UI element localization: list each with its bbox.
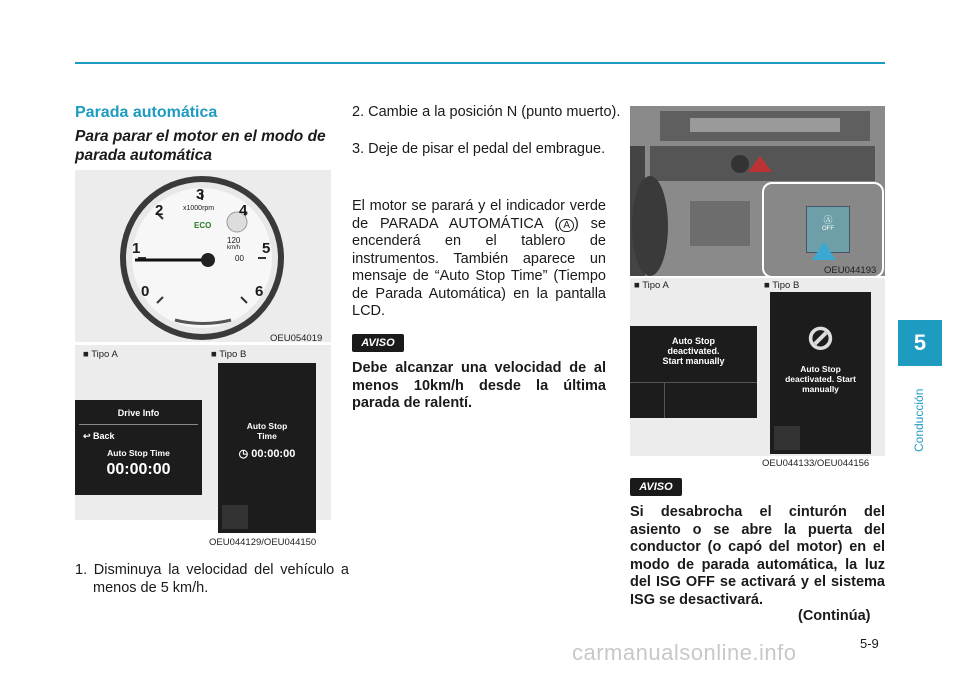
deact-b-l3: manually [802, 384, 839, 394]
lcd-a-divider [79, 424, 198, 425]
gauge-num-1: 1 [132, 240, 141, 257]
lcd-a-divider-h [630, 382, 757, 383]
step-1: 1. Disminuya la velocidad del vehículo a menos de 5 km/h. [75, 562, 349, 596]
watermark: carmanualsonline.info [572, 640, 797, 665]
gauge-speed: 120 [227, 236, 241, 245]
auto-stop-paragraph: El motor se parará y el indicador verde de PARADA AUTOMÁTICA ( A ) se encenderá en el tablero de instrumentos. También aparece un mensaje de “Auto Stop Time” (Tiempo de Parada Automática) en la pantalla LCD. [352, 198, 606, 319]
pointer-arrow-icon [812, 242, 836, 260]
tipo-a-label: ■ Tipo A [83, 349, 118, 360]
gauge-unit: x1000rpm [183, 205, 215, 212]
eco-label: ECO [194, 221, 212, 230]
warning-seatbelt: Si desabrocha el cinturón del asiento o se abre la puerta del conductor (o capó del motor) en el modo de parada automática, la luz del ISG OFF se activará y el sistema ISG se desactivará. [630, 504, 885, 608]
back-icon: ↩ [83, 431, 94, 441]
lcd-a-back: ↩ Back [83, 431, 115, 441]
section-title: Parada automática [75, 104, 218, 121]
gauge-speed-unit: km/h [227, 245, 241, 251]
lcd-a-title: Drive Info [117, 408, 160, 418]
console-photo [630, 106, 885, 276]
deactivated-lcd-b [770, 292, 871, 454]
gauge-num-5: 5 [262, 240, 271, 257]
fig2-code: OEU044129/OEU044150 [209, 537, 317, 548]
gauge-num-3: 3 [196, 186, 205, 203]
tipo-b-label: ■ Tipo B [211, 349, 247, 360]
fig-code-bottom: OEU044133/OEU044156 [762, 458, 870, 469]
fig-code-top: OEU044193 [824, 265, 877, 276]
isg-off-label: OFF [822, 226, 834, 232]
isg-off-callout [762, 182, 884, 276]
right-tipo-b-label: ■ Tipo B [764, 280, 800, 291]
gauge-num-6: 6 [255, 283, 264, 300]
deactivated-lcd-figure [630, 278, 885, 456]
lcd-type-a [75, 400, 202, 495]
chapter-title: Conducción [912, 388, 926, 452]
auto-stop-indicator-icon: A [559, 219, 574, 232]
lcd-b-square [222, 505, 248, 529]
warning-speed: Debe alcanzar una velocidad de al menos 10km/h desde la última parada de ralentí. [352, 360, 606, 411]
gauge-num-0: 0 [141, 283, 150, 300]
auto-stop-off-icon: ⊘ [806, 319, 835, 357]
aviso-badge-2: AVISO [630, 478, 682, 496]
step-2: 2. Cambie a la posición N (punto muerto). [352, 104, 621, 120]
deact-a-l1: Auto Stop [672, 336, 715, 346]
deact-b-l1: Auto Stop [800, 364, 841, 374]
clock-icon: ◷ [238, 448, 252, 460]
lcd-b-corner-square [774, 426, 800, 450]
deact-b-l2: deactivated. Start [785, 374, 856, 384]
lcd-a-time: 00:00:00 [106, 461, 171, 478]
gauge-num-4: 4 [239, 202, 248, 219]
subsection-title: Para parar el motor en el modo de parada automática [75, 128, 326, 164]
page-number: 5-9 [860, 636, 879, 651]
continues-label: (Continúa) [798, 608, 871, 624]
lcd-a-label: Auto Stop Time [107, 448, 170, 458]
lcd-type-b [218, 363, 316, 533]
gauge-figure [75, 170, 331, 342]
isg-off-symbol: Ⓐ [823, 215, 833, 225]
header-rule [75, 62, 885, 64]
fig1-code: OEU054019 [270, 333, 323, 344]
lcd-b-title2: Time [257, 431, 277, 441]
chapter-tab[interactable]: 5 [898, 320, 942, 366]
deact-a-l2: deactivated. [667, 346, 720, 356]
gauge-odo: 00 [235, 254, 244, 263]
lcd-b-time: ◷ 00:00:00 [238, 448, 296, 460]
lcd-figure [75, 345, 331, 520]
right-tipo-a-label: ■ Tipo A [634, 280, 669, 291]
deactivated-lcd-a [630, 326, 757, 418]
step-3: 3. Deje de pisar el pedal del embrague. [352, 141, 606, 157]
deact-a-l3: Start manually [662, 356, 725, 366]
lcd-b-title: Auto Stop [246, 421, 288, 431]
lcd-a-divider-v [664, 382, 665, 418]
aviso-badge-1: AVISO [352, 334, 404, 352]
gauge-num-2: 2 [155, 202, 164, 219]
